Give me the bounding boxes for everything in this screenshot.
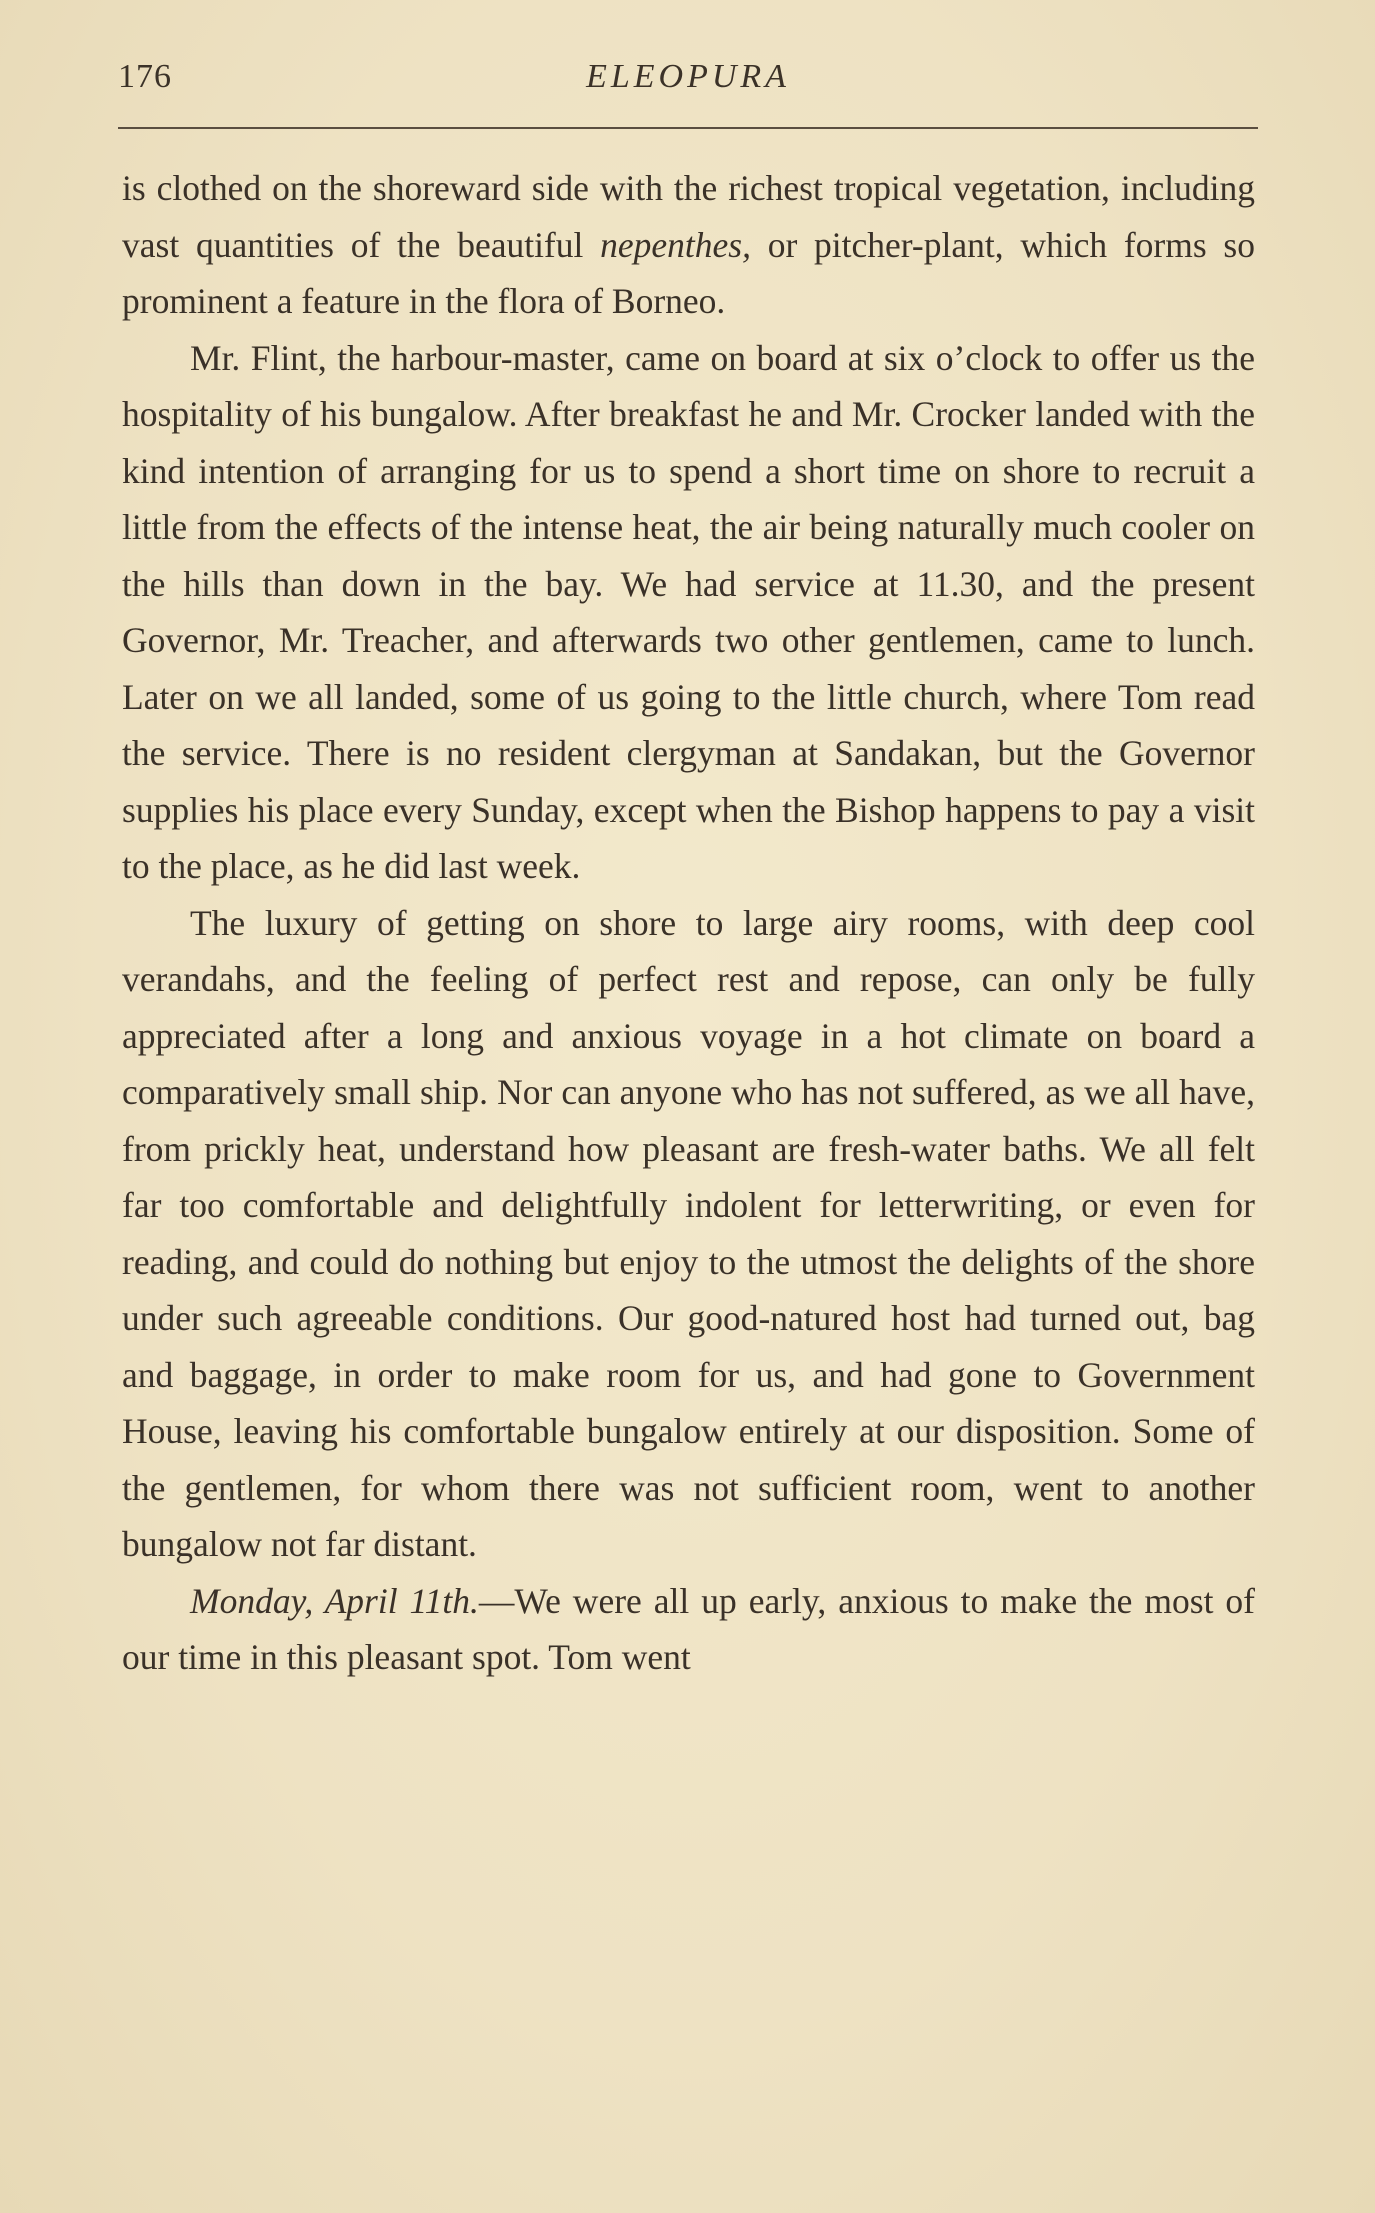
header-rule: [118, 127, 1258, 129]
paragraph-4-text: —We were all up early, anxious to make the most of our time in this pleasant spot. Tom went: [122, 1580, 1255, 1677]
page-header: [118, 58, 1258, 108]
paragraph-1: [122, 160, 1255, 330]
diary-date: Monday, April 11th.: [190, 1580, 479, 1621]
body-text: [122, 160, 1255, 1686]
page-number: 176: [118, 58, 172, 95]
running-title: ELEOPURA: [586, 58, 790, 95]
paragraph-1-text-end: or pitcher-plant, which forms so prominent a feature in the flora of Borneo.: [122, 224, 1255, 321]
paragraph-1-italic-term: nepenthes,: [600, 224, 751, 265]
paragraph-4: [122, 1573, 1255, 1686]
paragraph-1-text-start: is clothed on the shoreward side with the richest tropical vegetation, including vast quantities of the beautiful: [122, 168, 1255, 265]
paragraph-2: Mr. Flint, the harbour-master, came on board at six o’clock to offer us the hospitality of his bungalow. After breakfast he and Mr. Crocker landed with the kind intention of arranging for us to spend a short time on shore to recruit a little from the effects of the intense heat, the air being naturally much cooler on the hills than down in the bay. We had service at 11.30, and the present Governor, Mr. Treacher, and afterwards two other gentlemen, came to lunch. Later on we all landed, some of us going to the little church, where Tom read the service. There is no resident clergyman at Sandakan, but the Governor supplies his place every Sunday, except when the Bishop happens to pay a visit to the place, as he did last week.: [122, 337, 1255, 886]
paragraph-3: The luxury of getting on shore to large airy rooms, with deep cool verandahs, and the feeling of perfect rest and repose, can only be fully appreciated after a long and anxious voyage in a hot climate on board a comparatively small ship. Nor can anyone who has not suffered, as we all have, from prickly heat, understand how pleasant are fresh-water baths. We all felt far too comfortable and delightfully indolent for letterwriting, or even for reading, and could do nothing but enjoy to the utmost the delights of the shore under such agreeable conditions. Our good-natured host had turned out, bag and baggage, in order to make room for us, and had gone to Government House, leaving his comfortable bungalow entirely at our disposition. Some of the gentlemen, for whom there was not sufficient room, went to another bungalow not far distant.: [122, 902, 1255, 1564]
